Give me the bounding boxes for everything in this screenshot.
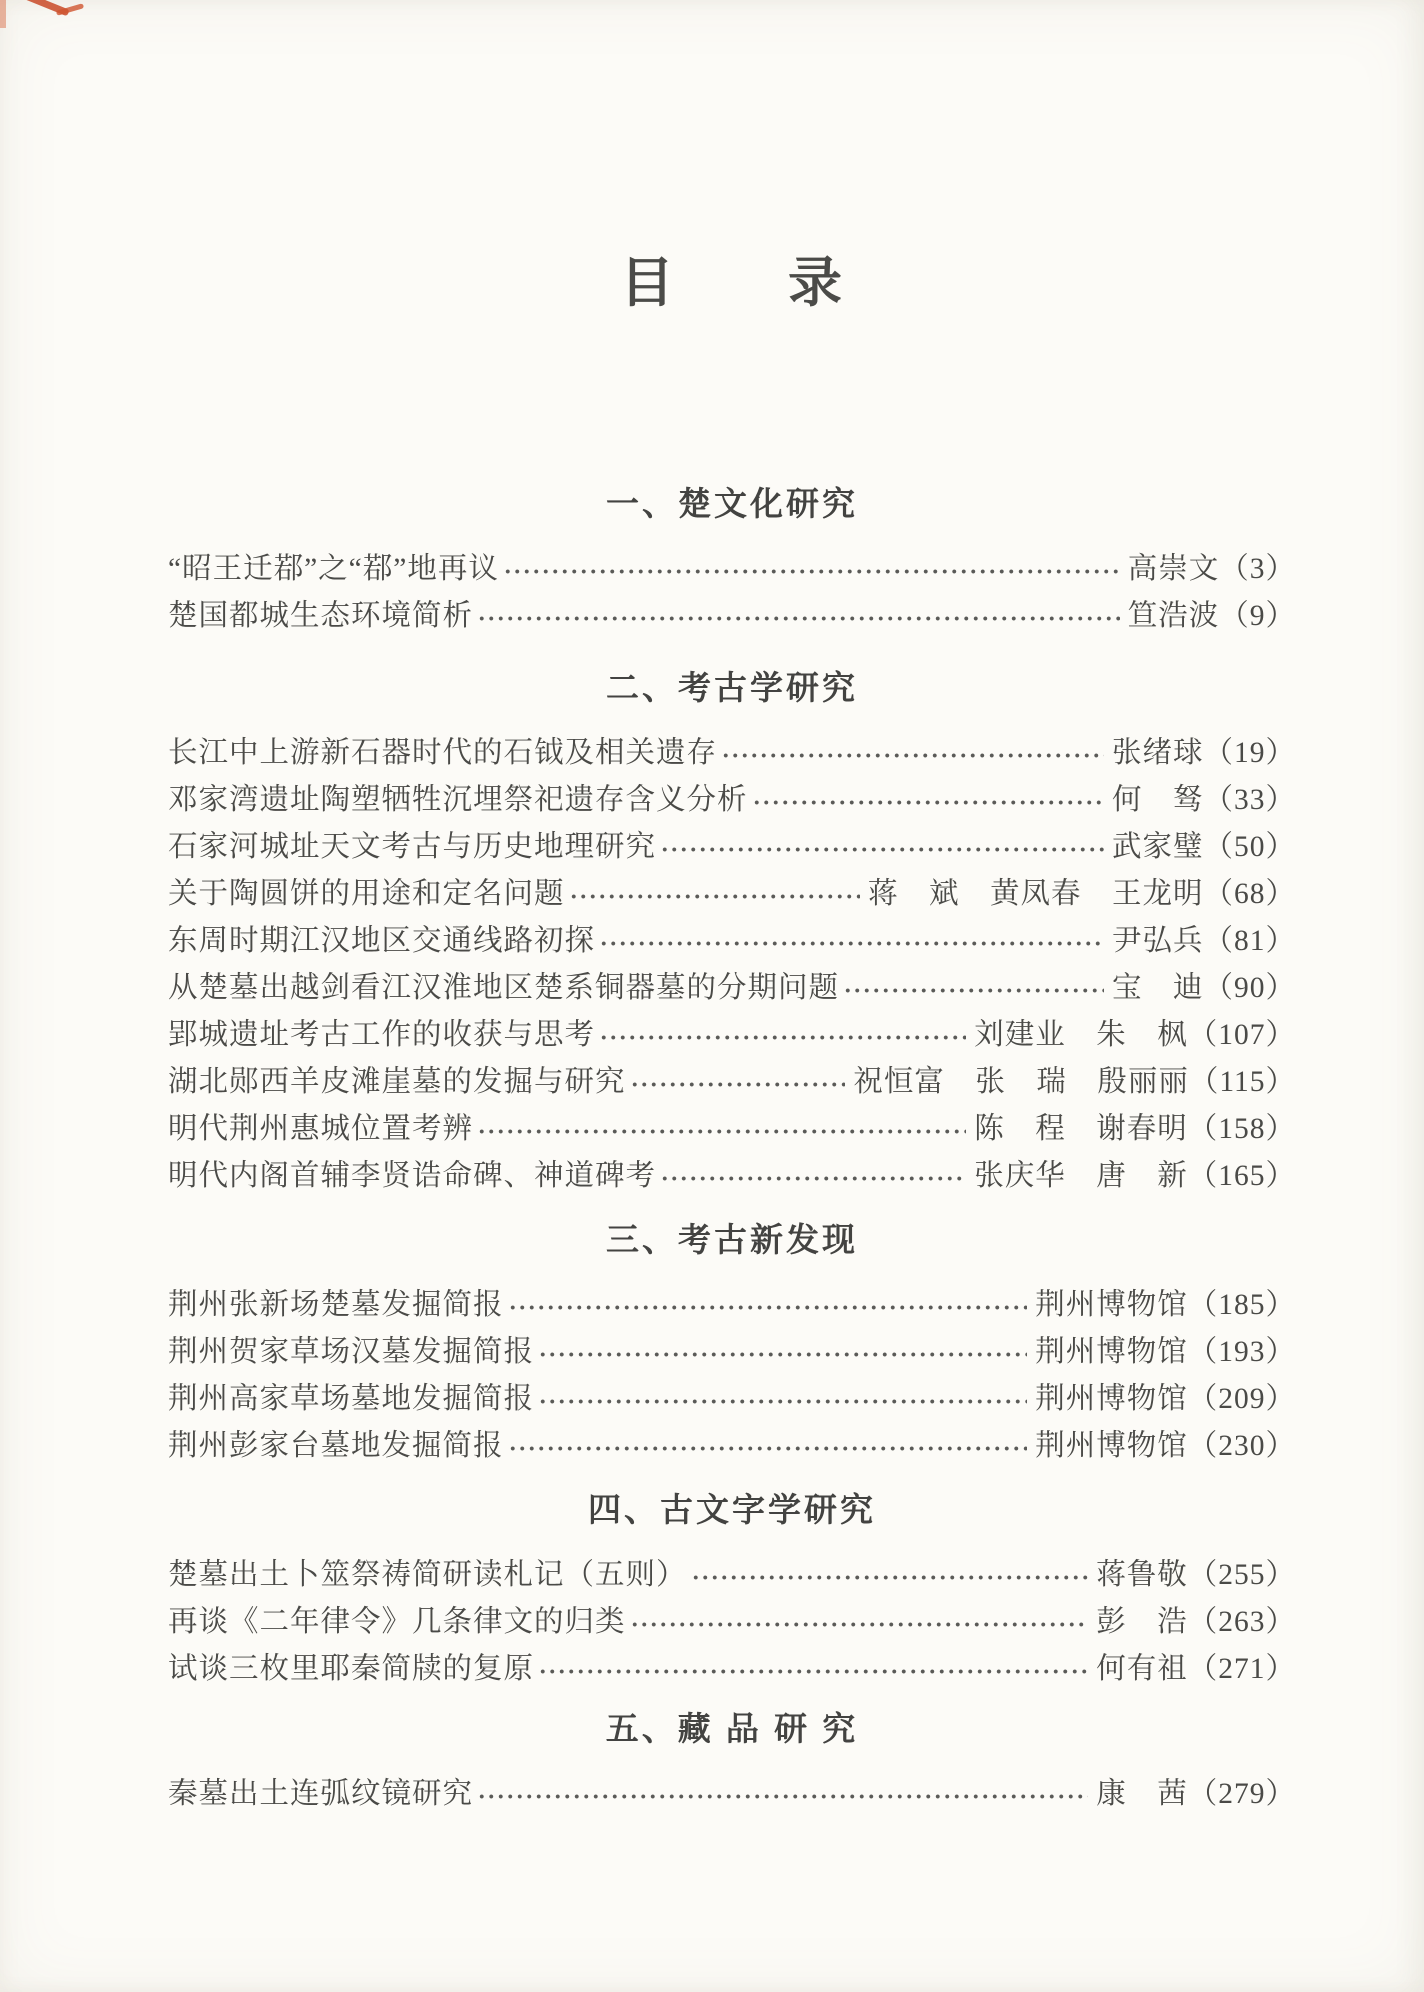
section-heading: 五、藏 品 研 究 [605, 1710, 859, 1747]
entry-page-number: （158） [1187, 1113, 1296, 1145]
toc-entry-row [168, 1153, 1296, 1200]
entry-title: 秦墓出土连弧纹镜研究 [168, 1778, 474, 1810]
entry-page-number: （19） [1203, 737, 1296, 769]
toc-entry-row [168, 1376, 1296, 1423]
entry-title: “昭王迁鄀”之“鄀”地再议 [168, 553, 499, 585]
entry-author: 蒋 斌 黄凤春 王龙明 [867, 878, 1204, 910]
entry-title: 荆州彭家台墓地发掘简报 [168, 1430, 504, 1462]
dot-leader [538, 1665, 1088, 1678]
section-entries [168, 546, 1296, 640]
entry-title: 楚国都城生态环境简析 [168, 600, 474, 632]
entry-page-number: （50） [1203, 831, 1296, 863]
entry-title: 再谈《二年律令》几条律文的归类 [168, 1606, 626, 1638]
entry-author: 荆州博物馆 [1035, 1336, 1188, 1368]
toc-entry-row [168, 1106, 1296, 1153]
entry-title: 东周时期江汉地区交通线路初探 [168, 925, 596, 957]
toc-entry-row [168, 1646, 1296, 1693]
entry-title: 楚墓出土卜筮祭祷简研读札记（五则） [168, 1559, 687, 1591]
dot-leader [508, 1301, 1028, 1314]
section-entries [168, 1771, 1296, 1818]
scan-artifact-red-smear [0, 0, 6, 28]
toc-entry-row [168, 1552, 1296, 1599]
entry-page-number: （68） [1203, 878, 1296, 910]
entry-page-number: （279） [1187, 1778, 1296, 1810]
toc-entry-row [168, 1423, 1296, 1470]
section-heading: 三、考古新发现 [606, 1221, 858, 1258]
toc-entry-row [168, 1329, 1296, 1376]
entry-author: 笪浩波 [1127, 600, 1220, 632]
dot-leader [752, 796, 1104, 809]
toc-content [168, 0, 1296, 1818]
dot-leader [630, 1618, 1089, 1631]
entry-author: 康 茜 [1096, 1778, 1188, 1810]
entry-author: 刘建业 朱 枫 [974, 1019, 1188, 1051]
entry-author: 张绪球 [1111, 737, 1204, 769]
entry-author: 张庆华 唐 新 [974, 1160, 1188, 1192]
scan-artifact-red-mark [56, 3, 84, 16]
toc-entry-row [168, 1599, 1296, 1646]
dot-leader [503, 565, 1120, 578]
toc-entry-row [168, 1282, 1296, 1329]
entry-title: 明代荆州惠城位置考辨 [168, 1113, 474, 1145]
entry-author: 荆州博物馆 [1035, 1383, 1188, 1415]
entry-author: 蒋鲁敬 [1096, 1559, 1188, 1591]
entry-page-number: （81） [1203, 925, 1296, 957]
entry-author: 荆州博物馆 [1035, 1289, 1188, 1321]
entry-title: 郢城遗址考古工作的收获与思考 [168, 1019, 596, 1051]
entry-page-number: （185） [1187, 1289, 1296, 1321]
entry-page-number: （33） [1203, 784, 1296, 816]
entry-title: 荆州高家草场墓地发掘简报 [168, 1383, 535, 1415]
toc-entry-row [168, 593, 1296, 640]
toc-entry-row [168, 730, 1296, 777]
toc-entry-row [168, 871, 1296, 918]
dot-leader [721, 749, 1104, 762]
toc-entry-row [168, 1771, 1296, 1818]
entry-author: 高崇文 [1127, 553, 1220, 585]
entry-title: 明代内阁首辅李贤诰命碑、神道碑考 [168, 1160, 657, 1192]
section-heading: 四、古文字学研究 [588, 1491, 876, 1528]
entry-page-number: （115） [1188, 1066, 1296, 1098]
entry-page-number: （193） [1187, 1336, 1296, 1368]
section-heading: 一、楚文化研究 [606, 485, 858, 522]
toc-section [168, 1490, 1296, 1693]
entry-page-number: （271） [1187, 1653, 1296, 1685]
dot-leader [630, 1078, 846, 1091]
dot-leader [569, 890, 860, 903]
toc-section [168, 1220, 1296, 1470]
entry-title: 从楚墓出越剑看江汉淮地区楚系铜器墓的分期问题 [168, 972, 840, 1004]
entry-page-number: （9） [1219, 600, 1296, 632]
dot-leader [843, 984, 1104, 997]
entry-author: 何 驽 [1111, 784, 1204, 816]
entry-title: 石家河城址天文考古与历史地理研究 [168, 831, 657, 863]
toc-section [168, 668, 1296, 1200]
entry-page-number: （107） [1187, 1019, 1296, 1051]
section-entries [168, 1282, 1296, 1470]
entry-title: 长江中上游新石器时代的石钺及相关遗存 [168, 737, 718, 769]
entry-author: 荆州博物馆 [1035, 1430, 1188, 1462]
entry-page-number: （3） [1219, 553, 1296, 585]
entry-author: 尹弘兵 [1111, 925, 1204, 957]
entry-page-number: （90） [1203, 972, 1296, 1004]
entry-author: 陈 程 谢春明 [974, 1113, 1188, 1145]
section-entries [168, 730, 1296, 1200]
entry-page-number: （263） [1187, 1606, 1296, 1638]
section-entries [168, 1552, 1296, 1693]
toc-entry-row [168, 965, 1296, 1012]
section-heading: 二、考古学研究 [606, 669, 858, 706]
entry-page-number: （165） [1187, 1160, 1296, 1192]
toc-entry-row [168, 918, 1296, 965]
entry-title: 荆州张新场楚墓发掘简报 [168, 1289, 504, 1321]
entry-author: 武家璧 [1111, 831, 1204, 863]
toc-section [168, 1709, 1296, 1818]
toc-entry-row [168, 824, 1296, 871]
entry-page-number: （255） [1187, 1559, 1296, 1591]
entry-author: 彭 浩 [1096, 1606, 1188, 1638]
toc-entry-row [168, 546, 1296, 593]
entry-title: 关于陶圆饼的用途和定名问题 [168, 878, 565, 910]
entry-title: 试谈三枚里耶秦简牍的复原 [168, 1653, 535, 1685]
entry-title: 邓家湾遗址陶塑牺牲沉埋祭祀遗存含义分析 [168, 784, 748, 816]
dot-leader [599, 937, 1104, 950]
toc-section [168, 484, 1296, 640]
entry-page-number: （209） [1187, 1383, 1296, 1415]
dot-leader [477, 1125, 966, 1138]
dot-leader [508, 1442, 1028, 1455]
dot-leader [538, 1395, 1027, 1408]
dot-leader [538, 1348, 1027, 1361]
dot-leader [599, 1031, 966, 1044]
entry-author: 宝 迪 [1111, 972, 1204, 1004]
dot-leader [691, 1571, 1089, 1584]
entry-author: 祝恒富 张 瑞 殷丽丽 [853, 1066, 1189, 1098]
entry-title: 荆州贺家草场汉墓发掘简报 [168, 1336, 535, 1368]
toc-entry-row [168, 777, 1296, 824]
entry-title: 湖北郧西羊皮滩崖墓的发掘与研究 [168, 1066, 626, 1098]
dot-leader [477, 612, 1120, 625]
page-title: 目 录 [620, 253, 844, 313]
toc-entry-row [168, 1012, 1296, 1059]
toc-entry-row [168, 1059, 1296, 1106]
toc-sections [168, 484, 1296, 1818]
dot-leader [660, 1172, 966, 1185]
scan-artifact-red-mark [24, 0, 69, 16]
entry-page-number: （230） [1187, 1430, 1296, 1462]
dot-leader [660, 843, 1104, 856]
entry-author: 何有祖 [1096, 1653, 1188, 1685]
dot-leader [477, 1790, 1088, 1803]
